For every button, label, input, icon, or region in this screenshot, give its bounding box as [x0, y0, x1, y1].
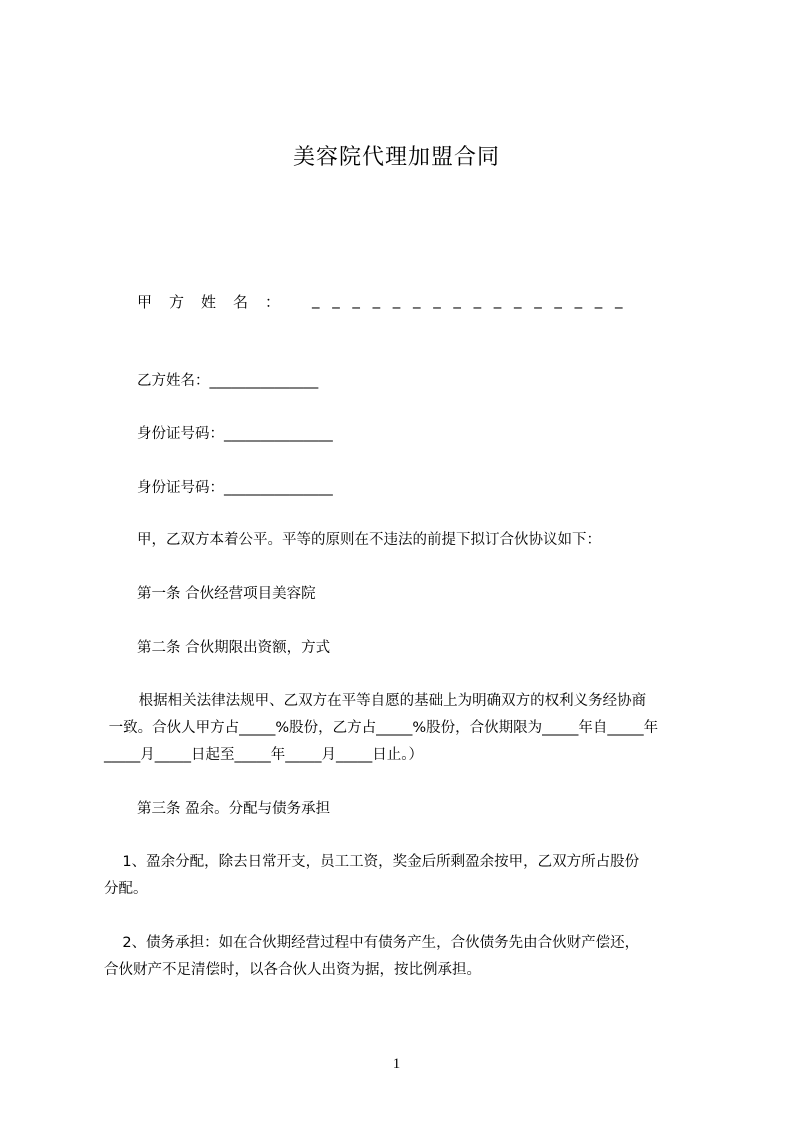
- article-1-heading: 第一条 合伙经营项目美容院: [137, 586, 316, 602]
- party-a-blank: ________________: [312, 291, 636, 309]
- clause-2-line-2: 合伙财产不足清偿时，以各合伙人出资为据，按比例承担。: [104, 962, 481, 978]
- clause-1-line-1: 1、盈余分配，除去日常开支，员工工资，奖金后所剩盈余按甲，乙双方所占股份: [104, 854, 640, 870]
- article-2-body-line-1: 根据相关法律法规甲、乙双方在平等自愿的基础上为明确双方的权利义务经协商: [134, 693, 647, 709]
- party-b-line: 乙方姓名：_______________: [137, 373, 319, 389]
- clause-1-line-2: 分配。: [104, 881, 148, 897]
- page-number: 1: [392, 1056, 401, 1072]
- article-2-body-line-2: 一致。合伙人甲方占_____%股份，乙方占_____%股份，合伙期限为_____年自_____年: [104, 720, 659, 736]
- id-number-line-2: 身份证号码：_______________: [137, 480, 333, 496]
- article-2-body-line-3: _____月_____日起至_____年_____月_____日止。）: [104, 747, 423, 763]
- intro-paragraph: 甲，乙双方本着公平。平等的原则在不违法的前提下拟订合伙协议如下：: [137, 532, 601, 548]
- id-number-line-1: 身份证号码：_______________: [137, 426, 333, 442]
- article-2-heading: 第二条 合伙期限出资额，方式: [137, 640, 331, 656]
- clause-2-line-1: 2、债务承担：如在合伙期经营过程中有债务产生，合伙债务先由合伙财产偿还，: [104, 935, 640, 951]
- document-title: 美容院代理加盟合同: [292, 145, 500, 170]
- article-3-heading: 第三条 盈余。分配与债务承担: [137, 801, 331, 817]
- party-a-label: 甲方姓名：: [137, 293, 298, 311]
